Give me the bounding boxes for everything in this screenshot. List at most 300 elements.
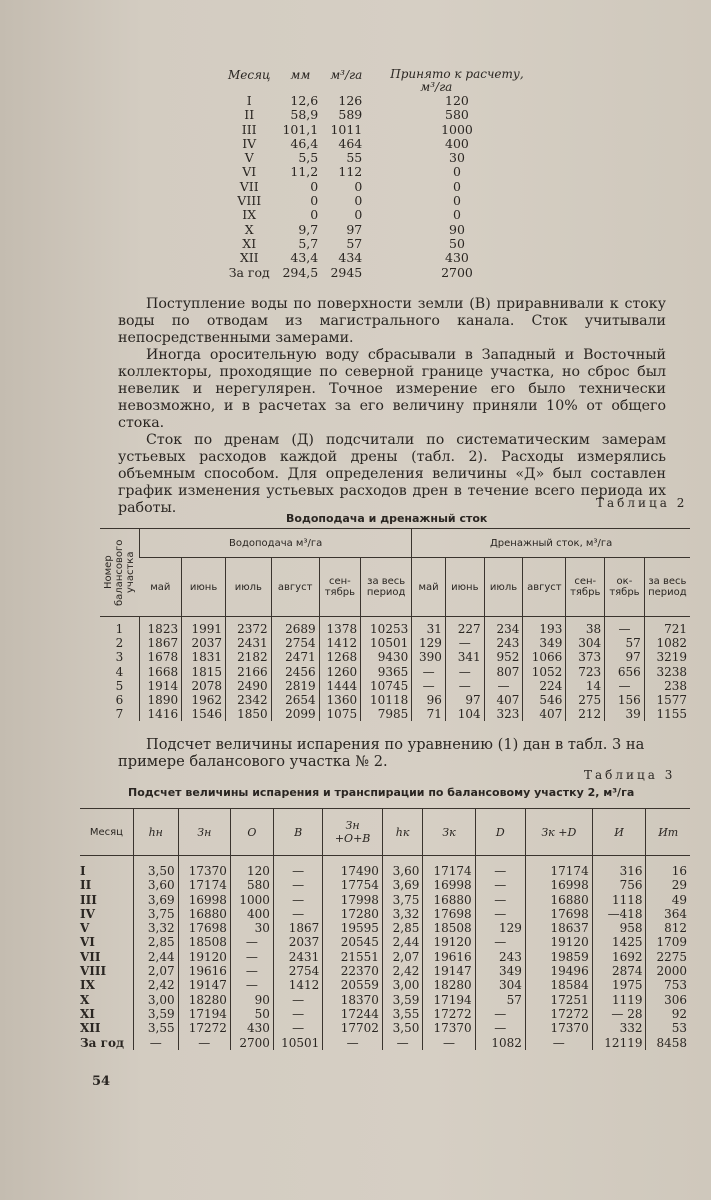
precip-cell: 120 <box>445 93 469 108</box>
table2-cell: 2689 <box>271 617 319 637</box>
table3-cell: 3,00 <box>133 993 178 1007</box>
table2-cell: 1082 <box>644 636 690 650</box>
precip-cell: 0 <box>354 207 363 223</box>
table2-cell: 1831 <box>182 650 226 664</box>
table3-cell: 18280 <box>423 978 475 992</box>
table2-cell: — <box>445 679 484 693</box>
col-accepted: Принято к расчету, м³/га <box>390 67 524 94</box>
table3-cell: 17370 <box>525 1021 592 1035</box>
table3-header: hк <box>382 809 422 856</box>
table2-cell: 1066 <box>523 650 566 664</box>
table2-cell: 1867 <box>140 636 182 650</box>
table2-cell: 1577 <box>644 693 690 707</box>
table2-cell: — <box>412 665 446 679</box>
table2-cell: 3238 <box>644 665 690 679</box>
table2-cell: 1052 <box>523 665 566 679</box>
table3-cell: 17251 <box>525 993 592 1007</box>
table2-cell: 1991 <box>182 617 226 637</box>
table2-cell: 224 <box>523 679 566 693</box>
table3-cell: 3,75 <box>133 907 178 921</box>
table3-cell: — <box>475 856 525 879</box>
precip-cell: 2945 <box>330 264 363 280</box>
table3-cell: 17174 <box>423 856 475 879</box>
table2-cell: 1378 <box>319 617 360 637</box>
table2-subheader: май <box>412 558 446 617</box>
table3-cell: — <box>133 1036 178 1050</box>
table3-cell: — <box>382 1036 422 1050</box>
precip-cell: 0 <box>354 178 363 194</box>
table3-cell: 17272 <box>178 1021 230 1035</box>
table2-cell: 5 <box>115 678 124 693</box>
table2-row <box>100 707 690 721</box>
table2-cell: 275 <box>566 693 605 707</box>
table2-cell: 39 <box>605 707 645 721</box>
table2-cell: 1416 <box>140 707 182 721</box>
table3-cell: X <box>80 992 90 1007</box>
precip-cell: 464 <box>338 135 363 151</box>
table2-cell: 1668 <box>140 665 182 679</box>
table2-cell: 304 <box>566 636 605 650</box>
precip-cell: 5,5 <box>298 150 319 166</box>
table3-cell: 3,50 <box>133 856 178 879</box>
table3-row <box>80 856 690 879</box>
table3-cell: 8458 <box>646 1036 690 1050</box>
table3-cell: 1709 <box>646 935 690 949</box>
table3-cell: 1000 <box>230 893 273 907</box>
table3-cell: 53 <box>646 1021 690 1035</box>
table3-cell: 2,44 <box>133 950 178 964</box>
table2-cell: — <box>605 617 645 637</box>
table3-header: И <box>592 809 646 856</box>
table3-cell: I <box>80 864 86 878</box>
table3-cell: 2275 <box>646 950 690 964</box>
table2-cell: 952 <box>484 650 523 664</box>
table2-cell: 1546 <box>182 707 226 721</box>
table2-cell: 1155 <box>644 707 690 721</box>
table2-cell: 2078 <box>182 679 226 693</box>
table2-subheader: за весь период <box>644 558 690 617</box>
table2-cell: 2819 <box>271 679 319 693</box>
table3-cell: XI <box>80 1006 95 1021</box>
table2-cell: 1444 <box>319 679 360 693</box>
table3-cell: 17174 <box>525 856 592 879</box>
table2-cell: 407 <box>484 693 523 707</box>
table3-header: Иm <box>646 809 690 856</box>
table2-cell: 2471 <box>271 650 319 664</box>
table2-cell: 4 <box>115 664 124 679</box>
table2-cell: 2654 <box>271 693 319 707</box>
paragraph-evaporation-b: примере балансового участка № 2. <box>118 753 388 770</box>
table3-cell: — <box>323 1036 383 1050</box>
table2-cell: 407 <box>523 707 566 721</box>
table3-cell: 17194 <box>423 993 475 1007</box>
precipitation-table <box>222 68 530 280</box>
table2-cell: 1075 <box>319 707 360 721</box>
table3-cell: 16998 <box>178 893 230 907</box>
table3-row <box>80 964 690 978</box>
precip-cell: 1011 <box>330 121 363 137</box>
precip-cell: 43,4 <box>290 250 319 266</box>
table3-cell: — <box>273 993 322 1007</box>
table3-cell: 3,32 <box>382 907 422 921</box>
table3-cell: 306 <box>646 993 690 1007</box>
table3-cell: 2874 <box>592 964 646 978</box>
precip-row <box>222 251 530 265</box>
precip-cell: 97 <box>346 221 363 237</box>
table2-cell: 31 <box>412 617 446 637</box>
table2-cell: 156 <box>605 693 645 707</box>
table3-cell: 580 <box>230 878 273 892</box>
precip-cell: 1000 <box>441 121 473 137</box>
table2-cell: 1850 <box>226 707 272 721</box>
table3-cell: 2037 <box>273 935 322 949</box>
table3-cell: 2700 <box>230 1036 273 1050</box>
table3-row <box>80 935 690 949</box>
paragraph-collectors: Иногда оросительную воду сбрасывали в Западный и Восточный коллекторы, проходящие по северной границе участка, но сброс был невелик и нерегулярен. Точное измерение его было технически невозможно, и в расчетах за его величину приняли 10% от общего стока. <box>118 347 666 431</box>
table3-cell: 17698 <box>525 907 592 921</box>
table3-cell: 50 <box>230 1007 273 1021</box>
table3-cell: 1119 <box>592 993 646 1007</box>
table3-cell: XII <box>80 1021 101 1036</box>
table2-cell: 193 <box>523 617 566 637</box>
table3-row <box>80 878 690 892</box>
table3-cell: 1425 <box>592 935 646 949</box>
table3-cell: 16880 <box>178 907 230 921</box>
table2-cell: — <box>445 665 484 679</box>
table3-cell: 10501 <box>273 1036 322 1050</box>
table3-cell: 2,85 <box>133 935 178 949</box>
table2-cell: 390 <box>412 650 446 664</box>
table2-cell: 2372 <box>226 617 272 637</box>
table2-cell: 10501 <box>361 636 412 650</box>
table2-cell: 807 <box>484 665 523 679</box>
table3-header: hн <box>133 809 178 856</box>
table3-cell: 16880 <box>525 893 592 907</box>
table3-cell: 1867 <box>273 921 322 935</box>
table2-cell: 2037 <box>182 636 226 650</box>
table2-cell: 97 <box>445 693 484 707</box>
table2-cell: 656 <box>605 665 645 679</box>
col-mm: мм <box>290 68 311 82</box>
table3-cell: 1082 <box>475 1036 525 1050</box>
table2-cell: 14 <box>566 679 605 693</box>
table3-cell: 19120 <box>525 935 592 949</box>
table2-cell: 1962 <box>182 693 226 707</box>
table2-cell: 38 <box>566 617 605 637</box>
table2-cell: 723 <box>566 665 605 679</box>
table3-cell: 2,07 <box>382 950 422 964</box>
table2-row <box>100 665 690 679</box>
table3-cell: VIII <box>80 964 107 979</box>
table3-header: Зк +D <box>525 809 592 856</box>
table3-cell: 18280 <box>178 993 230 1007</box>
table2-subheader: июль <box>484 558 523 617</box>
table3-row <box>80 921 690 935</box>
table3-header: Зк <box>423 809 475 856</box>
table3-cell: 3,00 <box>382 978 422 992</box>
precip-cell: V <box>244 150 254 166</box>
table3-cell: 18508 <box>423 921 475 935</box>
table3-cell: 16880 <box>423 893 475 907</box>
table2-subheader: июль <box>226 558 272 617</box>
precip-row <box>222 137 530 151</box>
table2-group-drainage: Дренажный сток, м³/га <box>412 529 690 558</box>
precip-cell: 0 <box>310 207 319 223</box>
table2-row <box>100 636 690 650</box>
table3-cell: 3,32 <box>133 921 178 935</box>
table3-cell: 2,85 <box>382 921 422 935</box>
table2-cell: 9430 <box>361 650 412 664</box>
table2-cell: — <box>484 679 523 693</box>
table3-rows <box>80 856 690 1050</box>
table3-cell: 17998 <box>323 893 383 907</box>
precip-row <box>222 94 530 108</box>
table3-cell: — <box>178 1036 230 1050</box>
precip-cell: XII <box>239 250 259 266</box>
table2-cell: 6 <box>115 693 124 708</box>
page-number: 54 <box>92 1074 111 1089</box>
table2-row <box>100 617 690 637</box>
precip-cell: VII <box>239 178 259 194</box>
table3-cell: 17244 <box>323 1007 383 1021</box>
table3-cell: 349 <box>475 964 525 978</box>
table3-cell: 18584 <box>525 978 592 992</box>
table3-cell: 19120 <box>178 950 230 964</box>
precip-cell: 0 <box>452 193 461 209</box>
table2-cell: 1268 <box>319 650 360 664</box>
table3-cell: II <box>80 878 92 893</box>
table3-row <box>80 950 690 964</box>
table3-cell: V <box>80 921 90 936</box>
precip-row <box>222 194 530 208</box>
table3-cell: 753 <box>646 978 690 992</box>
precip-cell: 434 <box>338 250 363 266</box>
table2 <box>100 528 690 721</box>
precip-cell: VI <box>242 164 257 180</box>
table3 <box>80 808 690 1050</box>
table3-cell: — <box>475 893 525 907</box>
table3-cell: 1975 <box>592 978 646 992</box>
table2-cell: 2099 <box>271 707 319 721</box>
table3-cell: — <box>273 878 322 892</box>
col-month: Месяц <box>228 68 271 82</box>
table3-cell: 1412 <box>273 978 322 992</box>
table2-cell: 10253 <box>361 617 412 637</box>
table3-cell: 92 <box>646 1007 690 1021</box>
table3-cell: 17370 <box>423 1021 475 1035</box>
table3-cell: 2000 <box>646 964 690 978</box>
table2-cell: 212 <box>566 707 605 721</box>
table3-cell: 304 <box>475 978 525 992</box>
table3-cell: 3,59 <box>133 1007 178 1021</box>
table2-cell: 373 <box>566 650 605 664</box>
precip-cell: 30 <box>449 150 465 166</box>
precip-cell: 580 <box>445 107 469 123</box>
precip-cell: 430 <box>445 250 469 266</box>
table3-cell: 17698 <box>423 907 475 921</box>
table3-cell: — <box>230 978 273 992</box>
table2-cell: 341 <box>445 650 484 664</box>
table3-cell: 756 <box>592 878 646 892</box>
table2-cell: — <box>412 679 446 693</box>
precip-row <box>222 237 530 251</box>
table3-cell: 57 <box>475 993 525 1007</box>
table2-cell: 3219 <box>644 650 690 664</box>
table2-cell: — <box>445 636 484 650</box>
precip-cell: 400 <box>445 135 469 151</box>
table3-cell: 17280 <box>323 907 383 921</box>
precip-cell: 9,7 <box>298 221 319 237</box>
table2-cell: 349 <box>523 636 566 650</box>
table2-cell: 10118 <box>361 693 412 707</box>
table3-cell: 18637 <box>525 921 592 935</box>
table3-cell: — <box>273 893 322 907</box>
table2-cell: 9365 <box>361 665 412 679</box>
precip-cell: 0 <box>452 164 461 180</box>
precip-cell: 2700 <box>441 264 473 280</box>
paragraph-surface-inflow: Поступление воды по поверхности земли (В) приравнивали к стоку воды по отводам из магистрального канала. Сток учитывали непосредственными замерами. <box>118 296 666 346</box>
table3-cell: 17698 <box>178 921 230 935</box>
table3-cell: 2,42 <box>133 978 178 992</box>
precip-cell: IX <box>242 207 257 223</box>
table3-cell: 17194 <box>178 1007 230 1021</box>
table3-cell: 17754 <box>323 878 383 892</box>
table3-cell: 16998 <box>423 878 475 892</box>
table2-subheader: ок-тябрь <box>605 558 645 617</box>
precip-cell: I <box>246 93 252 108</box>
precip-row <box>222 266 530 280</box>
table3-cell: — <box>273 1007 322 1021</box>
table2-cell: 97 <box>605 650 645 664</box>
precip-row <box>222 108 530 122</box>
table2-subheader: сен-тябрь <box>566 558 605 617</box>
precip-cell: 589 <box>338 107 363 123</box>
table3-cell: — <box>273 1021 322 1035</box>
table3-cell: 20559 <box>323 978 383 992</box>
table3-header: D <box>475 809 525 856</box>
table3-cell: 17702 <box>323 1021 383 1035</box>
table2-cell: 57 <box>605 636 645 650</box>
table3-cell: 120 <box>230 856 273 879</box>
precip-row <box>222 223 530 237</box>
table2-cell: 7 <box>115 707 124 722</box>
table3-cell: 16 <box>646 856 690 879</box>
col-m3ga: м³/га <box>330 68 363 82</box>
table2-row <box>100 679 690 693</box>
precip-cell: 126 <box>338 93 363 108</box>
table3-cell: — <box>525 1036 592 1050</box>
table3-cell: 2,44 <box>382 935 422 949</box>
table3-cell: 812 <box>646 921 690 935</box>
table3-cell: 49 <box>646 893 690 907</box>
table2-cell: 2456 <box>271 665 319 679</box>
precip-cell: XI <box>242 235 257 251</box>
text-block-1 <box>118 296 666 517</box>
table2-cell: 1412 <box>319 636 360 650</box>
table3-cell: — <box>475 1021 525 1035</box>
table3-row <box>80 907 690 921</box>
table2-cell: 96 <box>412 693 446 707</box>
paragraph-evaporation-a: Подсчет величины испарения по уравнению (1) дан в табл. 3 на <box>146 736 645 753</box>
table2-cell: 323 <box>484 707 523 721</box>
table3-cell: 16998 <box>525 878 592 892</box>
table3-cell: 3,75 <box>382 893 422 907</box>
table3-headers <box>80 809 690 856</box>
table3-cell: 17490 <box>323 856 383 879</box>
table2-cell: 1 <box>115 622 124 636</box>
table3-cell: — <box>273 907 322 921</box>
table2-subheader: за весь период <box>361 558 412 617</box>
table3-cell: VI <box>80 935 95 950</box>
table2-cell: 1360 <box>319 693 360 707</box>
table3-cell: III <box>80 892 97 907</box>
table3-cell: IX <box>80 978 95 993</box>
table3-cell: 3,55 <box>133 1021 178 1035</box>
table3-row <box>80 1021 690 1035</box>
table2-row <box>100 693 690 707</box>
table2-cell: 2182 <box>226 650 272 664</box>
table3-cell: IV <box>80 906 95 921</box>
table2-cell: 721 <box>644 617 690 637</box>
table3-cell: 21551 <box>323 950 383 964</box>
table2-cell: 2342 <box>226 693 272 707</box>
table2-cell: 243 <box>484 636 523 650</box>
text-block-2 <box>118 736 666 770</box>
table2-cell: 234 <box>484 617 523 637</box>
table2-subheader: май <box>140 558 182 617</box>
precip-row <box>222 151 530 165</box>
paragraph-drain-flow: Сток по дренам (Д) подсчитали по систематическим замерам устьевых расходов каждой дрены (табл. 2). Расходы измерялись объемным способом. Для определения величины «Д» был составлен график изменения устьевых расходов дрен в течение всего периода их работы. <box>118 432 666 516</box>
precip-cell: За год <box>228 264 270 280</box>
precip-cell: 46,4 <box>290 135 319 151</box>
table2-cell: 1678 <box>140 650 182 664</box>
table2-cell: 71 <box>412 707 446 721</box>
precip-row <box>222 123 530 137</box>
table3-cell: —418 <box>592 907 646 921</box>
table2-cell: 129 <box>412 636 446 650</box>
table3-cell: 129 <box>475 921 525 935</box>
table2-cell: 7985 <box>361 707 412 721</box>
table2-cell: 2490 <box>226 679 272 693</box>
table3-cell: — <box>475 935 525 949</box>
table2-cell: 2166 <box>226 665 272 679</box>
table3-cell: 400 <box>230 907 273 921</box>
table2-cell: 1914 <box>140 679 182 693</box>
table3-cell: 3,59 <box>382 993 422 1007</box>
table3-cell: 958 <box>592 921 646 935</box>
precip-cell: VIII <box>237 193 262 209</box>
table3-caption: Таблица 3 <box>584 768 676 782</box>
table3-header: Зн +О+В <box>323 809 383 856</box>
precip-cell: 55 <box>346 150 363 166</box>
table2-cell: — <box>605 679 645 693</box>
table2-cell: 2 <box>115 636 124 651</box>
table3-cell: 3,50 <box>382 1021 422 1035</box>
table2-cell: 1260 <box>319 665 360 679</box>
table2-cell: 2754 <box>271 636 319 650</box>
table2-subheaders <box>100 558 690 617</box>
table3-cell: 19595 <box>323 921 383 935</box>
table3-cell: 90 <box>230 993 273 1007</box>
table3-cell: 2,07 <box>133 964 178 978</box>
table3-row <box>80 978 690 992</box>
table3-cell: 19496 <box>525 964 592 978</box>
table2-cell: 104 <box>445 707 484 721</box>
table2-cell: 238 <box>644 679 690 693</box>
table3-cell: — <box>230 950 273 964</box>
table3-cell: 3,69 <box>133 893 178 907</box>
table3-cell: За год <box>80 1035 124 1050</box>
